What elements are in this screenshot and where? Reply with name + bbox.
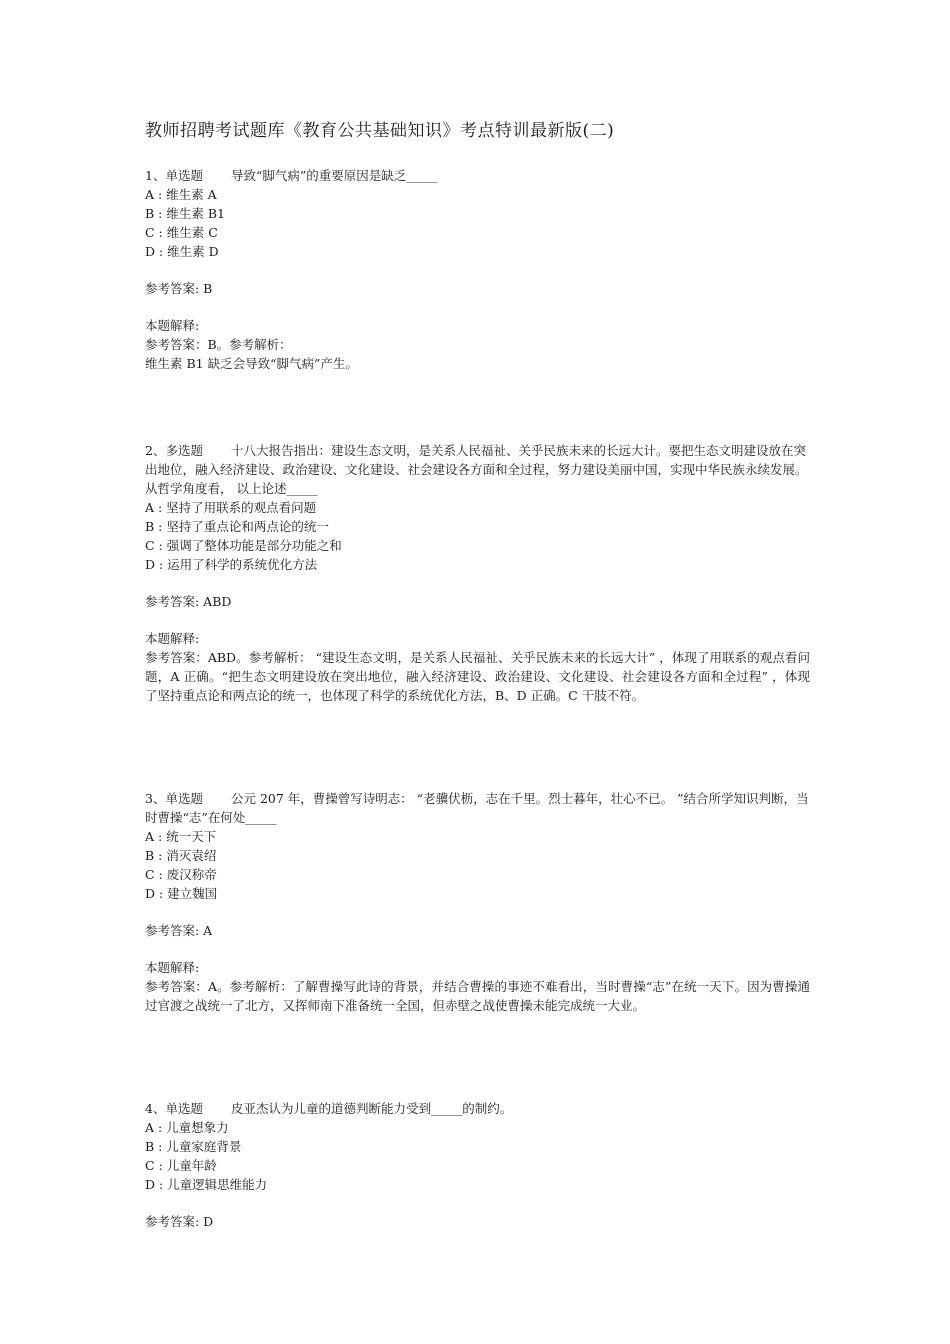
option-c: C : 废汉称帝 xyxy=(145,867,217,882)
question-stem xyxy=(145,441,810,498)
option-list xyxy=(145,498,810,574)
option-list xyxy=(145,185,810,261)
question-type: 单选题 xyxy=(165,168,203,183)
option-d: D : 建立魏国 xyxy=(145,886,218,901)
explanation-label: 本题解释: xyxy=(145,960,200,975)
question-text: 导致“脚气病”的重要原因是缺乏_____ xyxy=(230,168,438,183)
question-type: 多选题 xyxy=(165,443,203,458)
option-b: B : 儿童家庭背景 xyxy=(145,1139,242,1154)
answer: 参考答案: ABD xyxy=(145,594,232,609)
option-a: A : 坚持了用联系的观点看问题 xyxy=(145,500,317,515)
explanation-text: 参考答案：A。参考解析：了解曹操写此诗的背景，并结合曹操的事迹不难看出，当时曹操“志”在统一天下。因为曹操通过官渡之战统一了北方，又挥师南下准备统一全国，但赤壁之战使曹操未能完成统一大业。 xyxy=(145,979,810,1013)
question-text: 公元 207 年，曹操曾写诗明志： “老骥伏枥，志在千里。烈士暮年，壮心不已。 ”结合所学知识判断，当时曹操“志”在何处_____ xyxy=(145,791,809,825)
document-title: 教师招聘考试题库《教育公共基础知识》考点特训最新版(二) xyxy=(145,121,615,141)
question-stem xyxy=(145,166,810,185)
option-a: A : 统一天下 xyxy=(145,829,217,844)
option-b: B : 维生素 B1 xyxy=(145,206,225,221)
question-number: 4、 xyxy=(145,1101,166,1116)
question-3 xyxy=(145,789,810,1015)
question-text: 皮亚杰认为儿童的道德判断能力受到_____的制约。 xyxy=(230,1101,513,1116)
option-c: C : 强调了整体功能是部分功能之和 xyxy=(145,538,342,553)
question-stem xyxy=(145,789,810,827)
explanation-text: 参考答案：B。参考解析： xyxy=(145,337,292,352)
option-d: D : 儿童逻辑思维能力 xyxy=(145,1177,268,1192)
option-b: B : 消灭袁绍 xyxy=(145,848,217,863)
option-a: A : 维生素 A xyxy=(145,187,217,202)
question-text: 十八大报告指出：建设生态文明，是关系人民福祉、关乎民族未来的长远大计。要把生态文明建设放在突出地位，融入经济建设、政治建设、文化建设、社会建设各方面和全过程，努力建设美丽中国，实现中华民族永续发展。从哲学角度看， 以上论述_____ xyxy=(145,443,808,496)
option-a: A : 儿童想象力 xyxy=(145,1120,229,1135)
explanation-label: 本题解释: xyxy=(145,318,200,333)
option-list xyxy=(145,1118,810,1194)
question-number: 1、 xyxy=(145,168,166,183)
option-list xyxy=(145,827,810,903)
question-2 xyxy=(145,441,810,705)
question-4 xyxy=(145,1099,810,1231)
answer: 参考答案: D xyxy=(145,1214,214,1229)
option-c: C : 维生素 C xyxy=(145,225,218,240)
option-d: D : 维生素 D xyxy=(145,244,219,259)
option-d: D : 运用了科学的系统优化方法 xyxy=(145,557,318,572)
question-stem xyxy=(145,1099,810,1118)
question-type: 单选题 xyxy=(165,791,203,806)
question-type: 单选题 xyxy=(165,1101,203,1116)
answer: 参考答案: B xyxy=(145,281,213,296)
option-c: C : 儿童年龄 xyxy=(145,1158,217,1173)
question-number: 3、 xyxy=(145,791,166,806)
answer: 参考答案: A xyxy=(145,923,213,938)
explanation-text: 维生素 B1 缺乏会导致“脚气病”产生。 xyxy=(145,356,358,371)
option-b: B : 坚持了重点论和两点论的统一 xyxy=(145,519,329,534)
explanation-text: 参考答案：ABD。参考解析： “建设生态文明，是关系人民福祉、关乎民族未来的长远大计” ，体现了用联系的观点看问题，A 正确。“把生态文明建设放在突出地位，融入经济建设、政治建设、文化建设、社会建设各方面和全过程” ，体现了坚持重点论和两点论的统一，也体现了科学的系统优化方法，B、D 正确。C 干肢不符。 xyxy=(145,650,810,703)
question-1 xyxy=(145,166,810,373)
explanation-label: 本题解释: xyxy=(145,631,200,646)
question-number: 2、 xyxy=(145,443,166,458)
